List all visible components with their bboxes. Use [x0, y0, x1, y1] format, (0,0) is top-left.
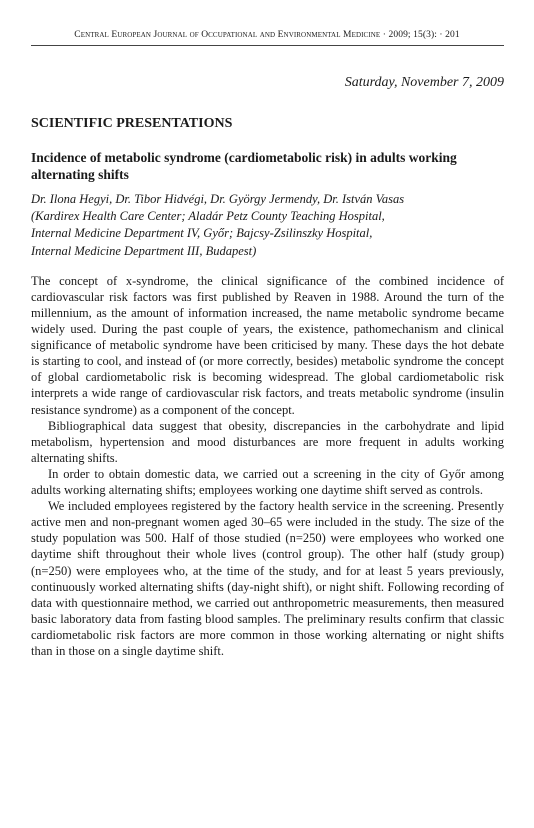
author-line: (Kardirex Health Care Center; Aladár Petz County Teaching Hospital, — [31, 209, 385, 224]
author-line: Internal Medicine Department III, Budapest) — [31, 243, 257, 258]
body-paragraph: The concept of x-syndrome, the clinical significance of the combined incidence of cardiovascular risk factors was first published by Reaven in 1988. Around the turn of the millennium, as the amount of information increased, the name metabolic syndrome became widely used. During the past couple of years, the existence, pathomechanism and clinical significance of metabolic syndrome have been criticised by many. These days the hot debate is starting to cool, and instead of (or more correctly, besides) metabolic syndrome the concept of global cardiometabolic risk is becoming widespread. The global cardiometabolic risk interprets a wide range of cardiovascular risk factors, and treats metabolic syndrome (insulin resistance syndrome) as a component of the concept. — [31, 273, 504, 417]
citation: · 2009; 15(3): · 201 — [382, 30, 460, 40]
article-body — [31, 273, 504, 659]
presentation-date: Saturday, November 7, 2009 — [344, 75, 504, 90]
body-paragraph: In order to obtain domestic data, we carried out a screening in the city of Győr among adults working alternating shifts; employees working one daytime shift served as controls. — [31, 466, 504, 498]
body-paragraph: We included employees registered by the factory health service in the screening. Presently active men and non-pregnant women aged 30–65 were included in the study. The size of the study population was 500. Half of those studied (n=250) were employees who worked one daytime shift throughout their whole lives (control group). The other half (study group) (n=250) were employees who, at the time of the study, and for at least 5 years previously, continuously worked alternating shifts (day-night shift), or night shift. Following recording of data with questionnaire method, we carried out anthropometric measurements, then measured basic laboratory data from fasting blood samples. The preliminary results confirm that classic cardiometabolic risk factors are more common in those working alternating or night shifts than in those on a single daytime shift. — [31, 499, 504, 658]
author-line: Internal Medicine Department IV, Győr; Bajcsy-Zsilinszky Hospital, — [31, 226, 373, 241]
author-affiliations — [31, 191, 504, 260]
running-header — [0, 30, 534, 40]
author-line: Dr. Ilona Hegyi, Dr. Tibor Hidvégi, Dr. György Jermendy, Dr. István Vasas — [31, 192, 405, 206]
header-divider — [31, 45, 504, 46]
journal-title: Central European Journal of Occupational and Environmental Medicine — [74, 30, 381, 40]
article — [31, 150, 504, 659]
article-title: Incidence of metabolic syndrome (cardiometabolic risk) in adults working alternating shifts — [31, 150, 457, 182]
section-heading: SCIENTIFIC PRESENTATIONS — [31, 116, 233, 131]
body-paragraph: Bibliographical data suggest that obesity, discrepancies in the carbohydrate and lipid metabolism, hypertension and mood disturbances are more frequent in adults working alternating shifts. — [31, 418, 504, 465]
